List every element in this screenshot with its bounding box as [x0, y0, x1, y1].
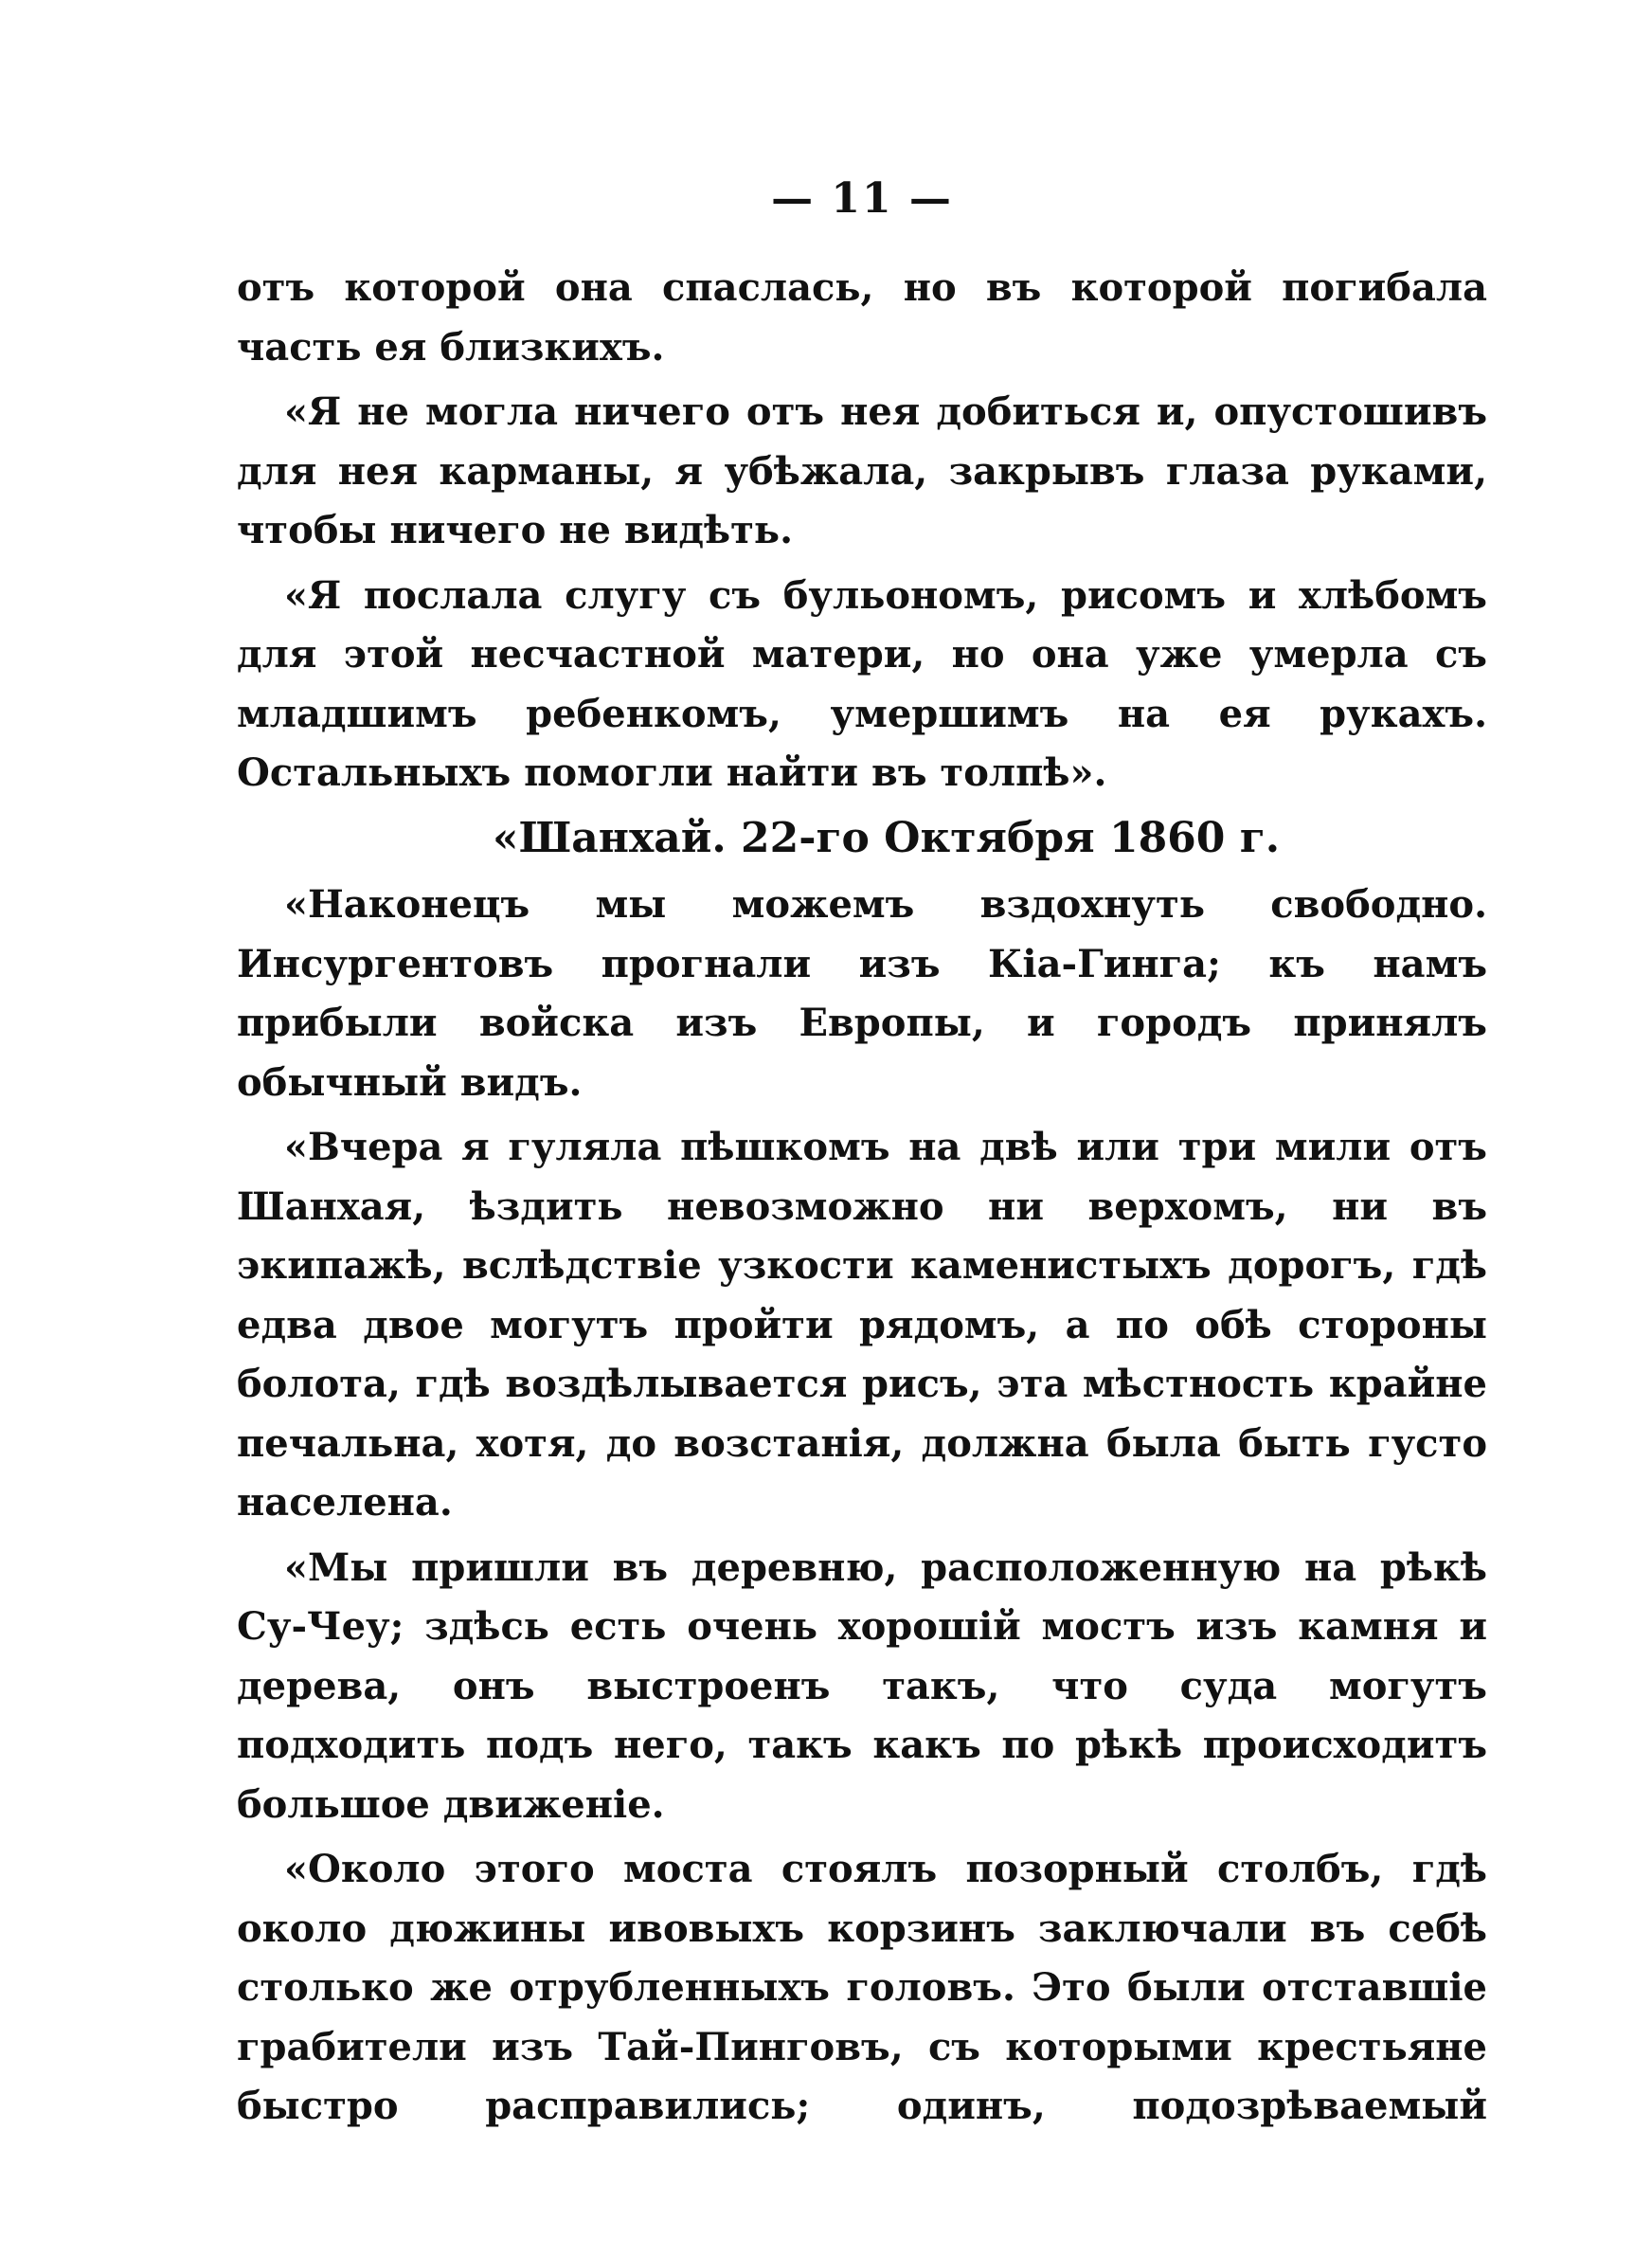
paragraph-walk-from-shanghai: «Вчера я гуляла пѣшкомъ на двѣ или три мили отъ Шанхая, ѣздить невозможно ни верхомъ, ни въ экипажѣ, вслѣдствіе узкости каменистыхъ дорогъ, гдѣ едва двое могутъ пройти рядомъ, а по обѣ стороны болота, гдѣ воздѣлывается рисъ, эта мѣстность крайне печальна, хотя, до возстанія, должна была быть густо населена. — [237, 1125, 1487, 1525]
paragraph-continuation: отъ которой она спаслась, но въ которой погибала часть ея близкихъ. — [237, 265, 1487, 370]
book-page — [237, 166, 1487, 2142]
paragraph-village-bridge: «Мы пришли въ деревню, расположенную на рѣкѣ Су-Чеу; здѣсь есть очень хорошій мостъ изъ камня и дерева, онъ выстроенъ такъ, что суда могутъ подходить подъ него, такъ какъ по рѣкѣ происходитъ большое движеніе. — [237, 1544, 1487, 1827]
paragraph-insurgents-expelled: «Наконецъ мы можемъ вздохнуть свободно. Инсургентовъ прогнали изъ Кіа-Гинга; къ намъ прибыли войска изъ Европы, и городъ принялъ обычный видъ. — [237, 882, 1487, 1105]
paragraph-sent-servant: «Я послала слугу съ бульономъ, рисомъ и хлѣбомъ для этой несчастной матери, но она уже умерла съ младшимъ ребенкомъ, умершимъ на ея рукахъ. Остальныхъ помогли найти въ толпѣ». — [237, 572, 1487, 795]
paragraph-pillory: «Около этого моста стоялъ позорный столбъ, гдѣ около дюжины ивовыхъ корзинъ заключали въ себѣ столько же отрубленныхъ головъ. Это были отставшіе грабители изъ Тай-Пинговъ, съ которыми крестьяне быстро расправились; одинъ, подозрѣваемый — [237, 1847, 1487, 2128]
letter-dateline: «Шанхай. 22-го Октября 1860 г. — [493, 813, 1281, 862]
paragraph-could-not-get: «Я не могла ничего отъ нея добиться и, опустошивъ для нея карманы, я убѣжала, закрывъ глаза руками, чтобы ничего не видѣть. — [237, 389, 1487, 552]
page-number: — 11 — — [771, 174, 953, 223]
